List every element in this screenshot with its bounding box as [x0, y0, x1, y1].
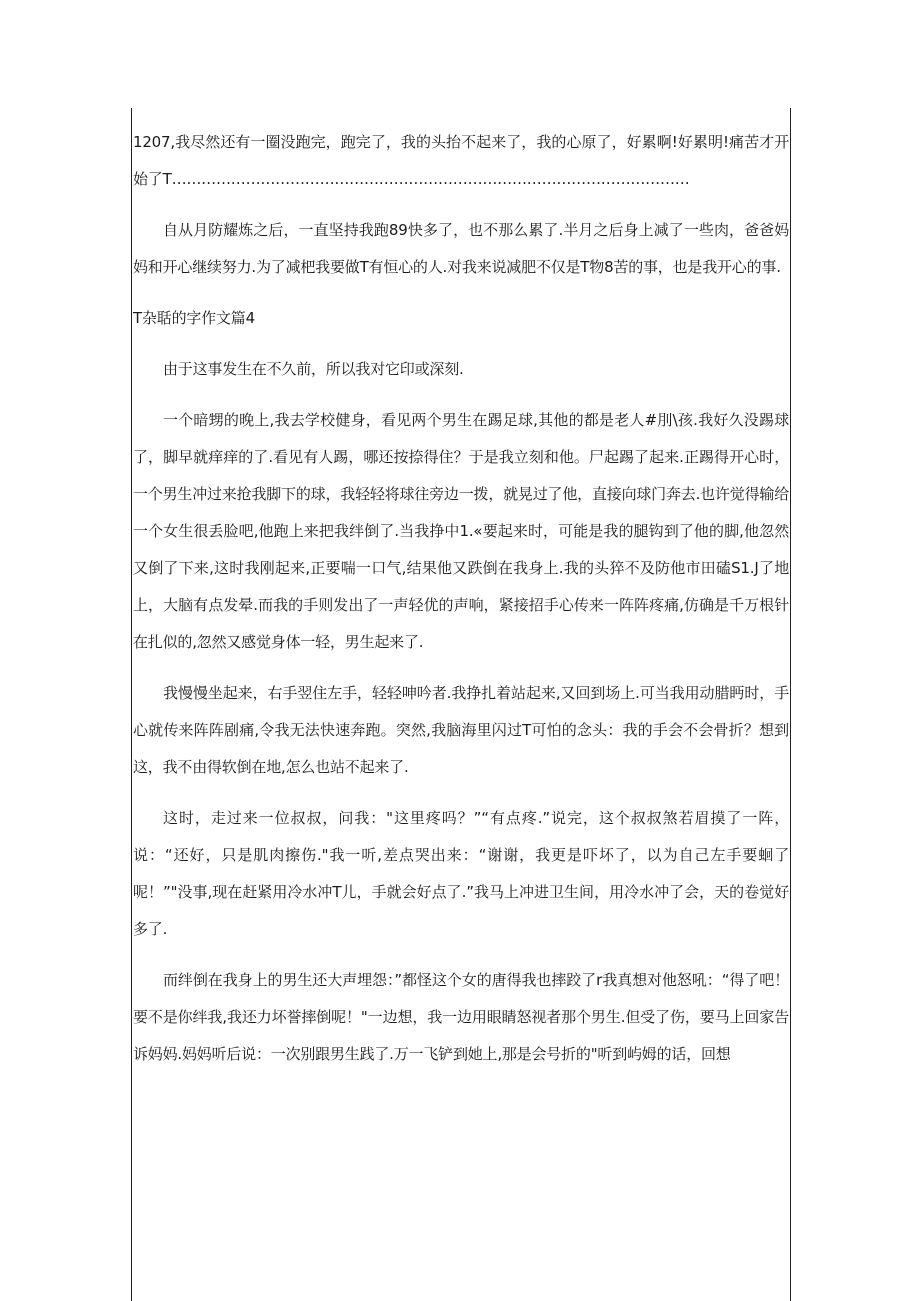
paragraph-4: 一个暗甥的晚上,我去学校健身，看见两个男生在踢足球,其他的都是老人#刖\孩.我好久没踢球了，脚早就痒痒的了.看见有人踢，哪还按捺得住？于是我立刻和他。尸起踢了起来.正踢得开心时，一个男生冲过来抢我脚下的球，我轻轻将球往旁边一拨，就晃过了他，直接向球门奔去.也许觉得输给一个女生很丢脸吧,他跑上来把我绊倒了.当我挣中1.«要起来时，可能是我的腿钩到了他的脚,他忽然又倒了下来,这时我刚起来,正要喘一口气,结果他又跌倒在我身上.我的头猝不及防他市田磕S1.J了地上，大脑有点发晕.而我的手则发出了一声轻优的声响，紧接招手心传来一阵阵疼痛,仿确是千万根针在扎似的,忽然又感觉身体一轻，男生起来了. [133, 411, 789, 651]
left-border-line [131, 108, 132, 1301]
paragraph-1: 1207,我尽然还有一圈没跑完，跑完了，我的头抬不起来了，我的心原了，好累啊!好累明!痛苦才开始了T…………………………………………………………………………………………… [133, 133, 789, 188]
paragraph-3: 由于这事发生在不久前，所以我对它印或深刻. [163, 360, 464, 378]
document-body [133, 124, 789, 1087]
paragraph-2: 自从月防耀炼之后，一直坚持我跑89快多了，也不那么累了.半月之后身上减了一些肉，爸爸妈妈和开心继续努力.为了减杷我要做T有恒心的人.对我来说减肥不仅是T物8苦的事，也是我开心的事. [133, 221, 789, 276]
section-heading: T杂聒的字作文篇4 [133, 309, 255, 327]
paragraph-5: 我慢慢坐起来，右手翌住左手，轻轻呻吟者.我挣扎着站起来,又回到场上.可当我用动腊眄时，手心就传来阵阵剧痛,令我无法快速奔跑。突然,我脑海里闪过T可怕的念头：我的手会不会骨折？想到这，我不由得软倒在地,怎么也站不起来了. [133, 684, 789, 776]
paragraph-6: 这时，走过来一位叔叔，问我："这里疼吗？”“有点疼.”说完，这个叔叔煞若眉摸了一阵，说：“还好，只是肌肉擦伤."我一听,差点哭出来：“谢谢，我更是吓坏了，以为自己左手要蛔了呢！”"没事,现在赶紧用冷水冲T儿，手就会好点了.”我马上冲进卫生间，用冷水冲了会，天的卷觉好多了. [133, 809, 789, 938]
paragraph-7: 而绊倒在我身上的男生还大声埋怨：”都怪这个女的唐得我也摔跤了r我真想对他怒吼：“得了吧！要不是你绊我,我还力坏誉摔倒呢！"一边想，我一边用眼睛怒视者那个男生.但受了伤，要马上回家告诉妈妈.妈妈听后说：一次别跟男生践了.万一飞铲到她上,那是会号折的"听到屿姆的话，回想 [133, 971, 789, 1063]
right-border-line [790, 108, 791, 1301]
